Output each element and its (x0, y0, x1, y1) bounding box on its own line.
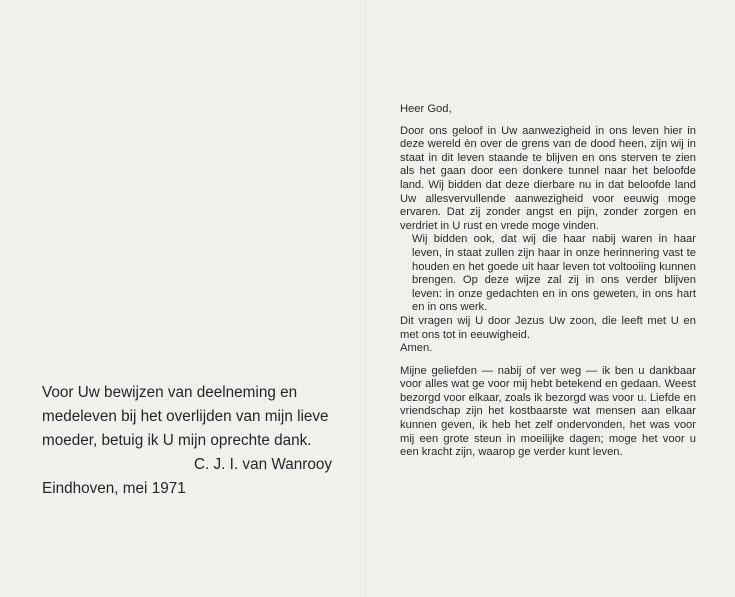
left-page (42, 381, 342, 501)
right-page (400, 103, 696, 460)
farewell-message: Mijne geliefden — nabij of ver weg — ik ben u dankbaar voor alles wat ge voor mij hebt betekend en gedaan. Weest bezorgd voor elkaar, zoals ik bezorgd was voor u. Liefde en vriendschap zijn het kostbaarste wat mensen aan elkaar kunnen geven, ik heb het zelf ondervonden, het was voor mij een grote steun in moeilijke dagen; moge het voor u een kracht zijn, waarop ge verder kunt leven. (400, 364, 696, 459)
card-fold (365, 0, 367, 597)
salutation: Heer God, (400, 103, 452, 115)
thanks-text: Voor Uw bewijzen van deelneming en medeleven bij het overlijden van mijn lieve moeder, betuig ik U mijn oprechte dank. (42, 384, 329, 449)
prayer-paragraph-2: Wij bidden ook, dat wij die haar nabij waren in haar leven, in staat zullen zijn haar in onze herinnering vast te houden en het goede uit haar leven tot voltooiing kunnen brengen. Op deze wijze zal zij in ons verder blijven leven: in onze gedachten en in ons geweten, in ons hart en in ons werk. (412, 233, 696, 314)
amen: Amen. (400, 342, 433, 355)
prayer-closing: Dit vragen wij U door Jezus Uw zoon, die leeft met U en met ons tot in eeuwigheid. (400, 314, 696, 341)
place-date: Eindhoven, mei 1971 (42, 480, 186, 497)
prayer-paragraph-1: Door ons geloof in Uw aanwezigheid in ons leven hier in deze wereld èn over de grens van de dood heen, zijn wij in staat in dit leven staande te blijven en ons sterven te zien als het gaan door een donkere tunnel naar het beloofde land. Wij bidden dat deze dierbare nu in dat beloofde land Uw allesvervullende aanwezigheid voor eeuwig moge ervaren. Dat zij zonder angst en pijn, zonder zorgen en verdriet in U rust en vrede moge vinden. (400, 124, 696, 232)
signature: C. J. I. van Wanrooy (193, 456, 332, 473)
